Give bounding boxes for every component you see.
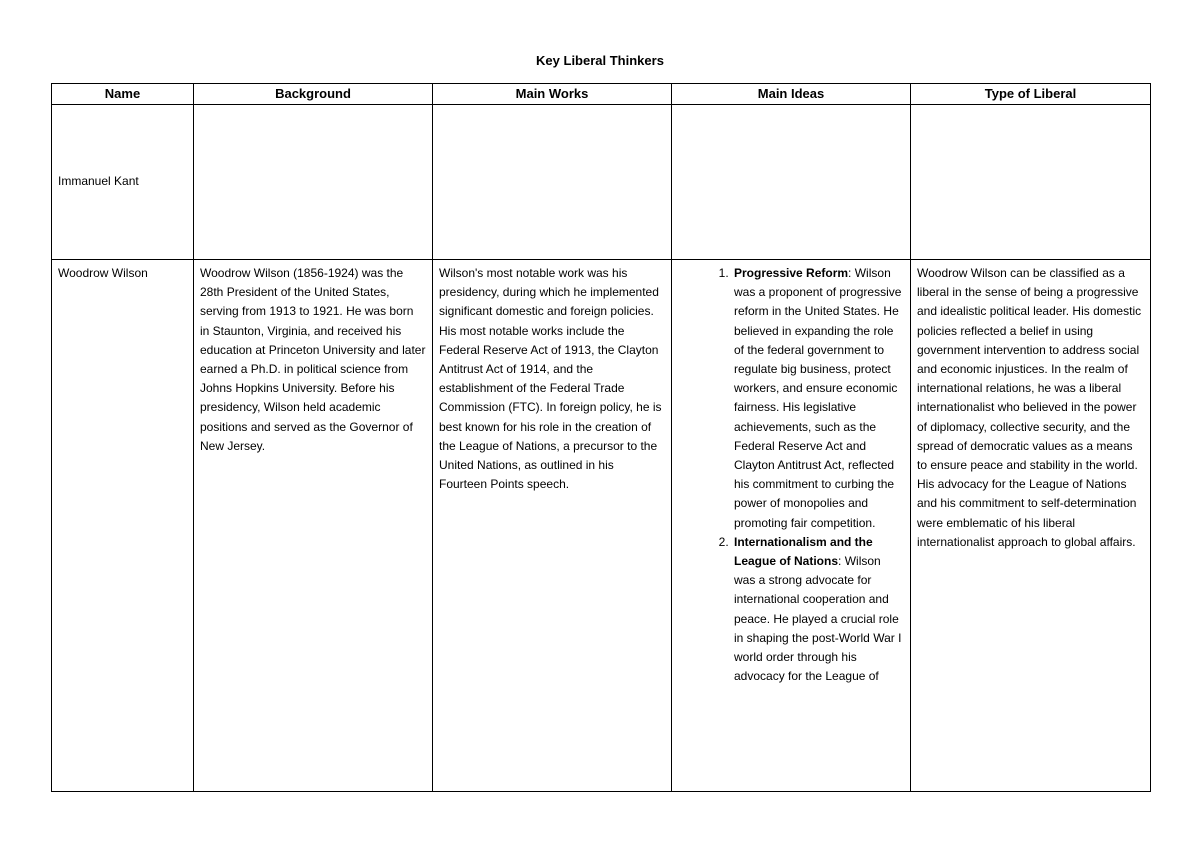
background-text: Woodrow Wilson (1856-1924) was the 28th President of the United States, serving from 1913 to 1921. He was born in Staunton, Virginia, and received his education at Princeton University and later earned a Ph.D. in political science from Johns Hopkins University. Before his presidency, Wilson held academic positions and served as the Governor of New Jersey. xyxy=(200,266,426,453)
liberal-thinkers-table xyxy=(51,83,1151,792)
table-row-kant xyxy=(52,105,1151,260)
cell-type-of-liberal xyxy=(911,105,1151,260)
idea-separator: : xyxy=(848,266,852,280)
cell-main-ideas xyxy=(672,260,911,792)
table-row-wilson xyxy=(52,260,1151,792)
document-title: Key Liberal Thinkers xyxy=(536,53,664,68)
table-header-row xyxy=(52,84,1151,105)
main-idea-item xyxy=(732,264,904,533)
header-name: Name xyxy=(52,84,194,105)
thinker-name: Woodrow Wilson xyxy=(58,266,148,280)
main-idea-item xyxy=(732,533,904,687)
header-main-ideas: Main Ideas xyxy=(672,84,911,105)
cell-name xyxy=(52,105,194,260)
header-background: Background xyxy=(194,84,433,105)
idea-heading: Progressive Reform xyxy=(734,266,849,280)
idea-text: Wilson was a proponent of progressive reform in the United States. He believed in expanding the role of the federal government to regulate big business, protect workers, and ensure economic fairness. His legislative achievements, such as the Federal Reserve Act and Clayton Antitrust Act, reflected his commitment to curbing the power of monopolies and promoting fair competition. xyxy=(734,266,902,530)
thinker-name: Immanuel Kant xyxy=(58,174,139,189)
cell-main-works xyxy=(433,105,672,260)
cell-type-of-liberal xyxy=(911,260,1151,792)
header-main-works: Main Works xyxy=(433,84,672,105)
cell-main-ideas xyxy=(672,105,911,260)
main-ideas-list xyxy=(678,264,904,686)
type-of-liberal-text: Woodrow Wilson can be classified as a liberal in the sense of being a progressive and idealistic political leader. His domestic policies reflected a belief in using government intervention to address social and economic injustices. In the realm of international relations, he was a liberal internationalist who believed in the power of diplomacy, collective security, and the spread of democratic values as a means to ensure peace and stability in the world. His advocacy for the League of Nations and his commitment to self-determination were emblematic of his liberal internationalist approach to global affairs. xyxy=(917,266,1142,549)
cell-main-works xyxy=(433,260,672,792)
idea-heading: Internationalism and the League of Nations xyxy=(734,534,873,569)
cell-name xyxy=(52,260,194,792)
cell-background xyxy=(194,105,433,260)
cell-background xyxy=(194,260,433,792)
header-type-of-liberal: Type of Liberal xyxy=(911,84,1151,105)
idea-text: Wilson was a strong advocate for international cooperation and peace. He played a crucial role in shaping the post-World War I world order through his advocacy for the League of xyxy=(734,554,902,684)
idea-separator: : xyxy=(838,554,842,569)
main-works-text: Wilson's most notable work was his presidency, during which he implemented significant domestic and foreign policies. His most notable works include the Federal Reserve Act of 1913, the Clayton Antitrust Act of 1914, and the establishment of the Federal Trade Commission (FTC). In foreign policy, he is best known for his role in the creation of the League of Nations, a precursor to the United Nations, as outlined in his Fourteen Points speech. xyxy=(439,266,662,492)
